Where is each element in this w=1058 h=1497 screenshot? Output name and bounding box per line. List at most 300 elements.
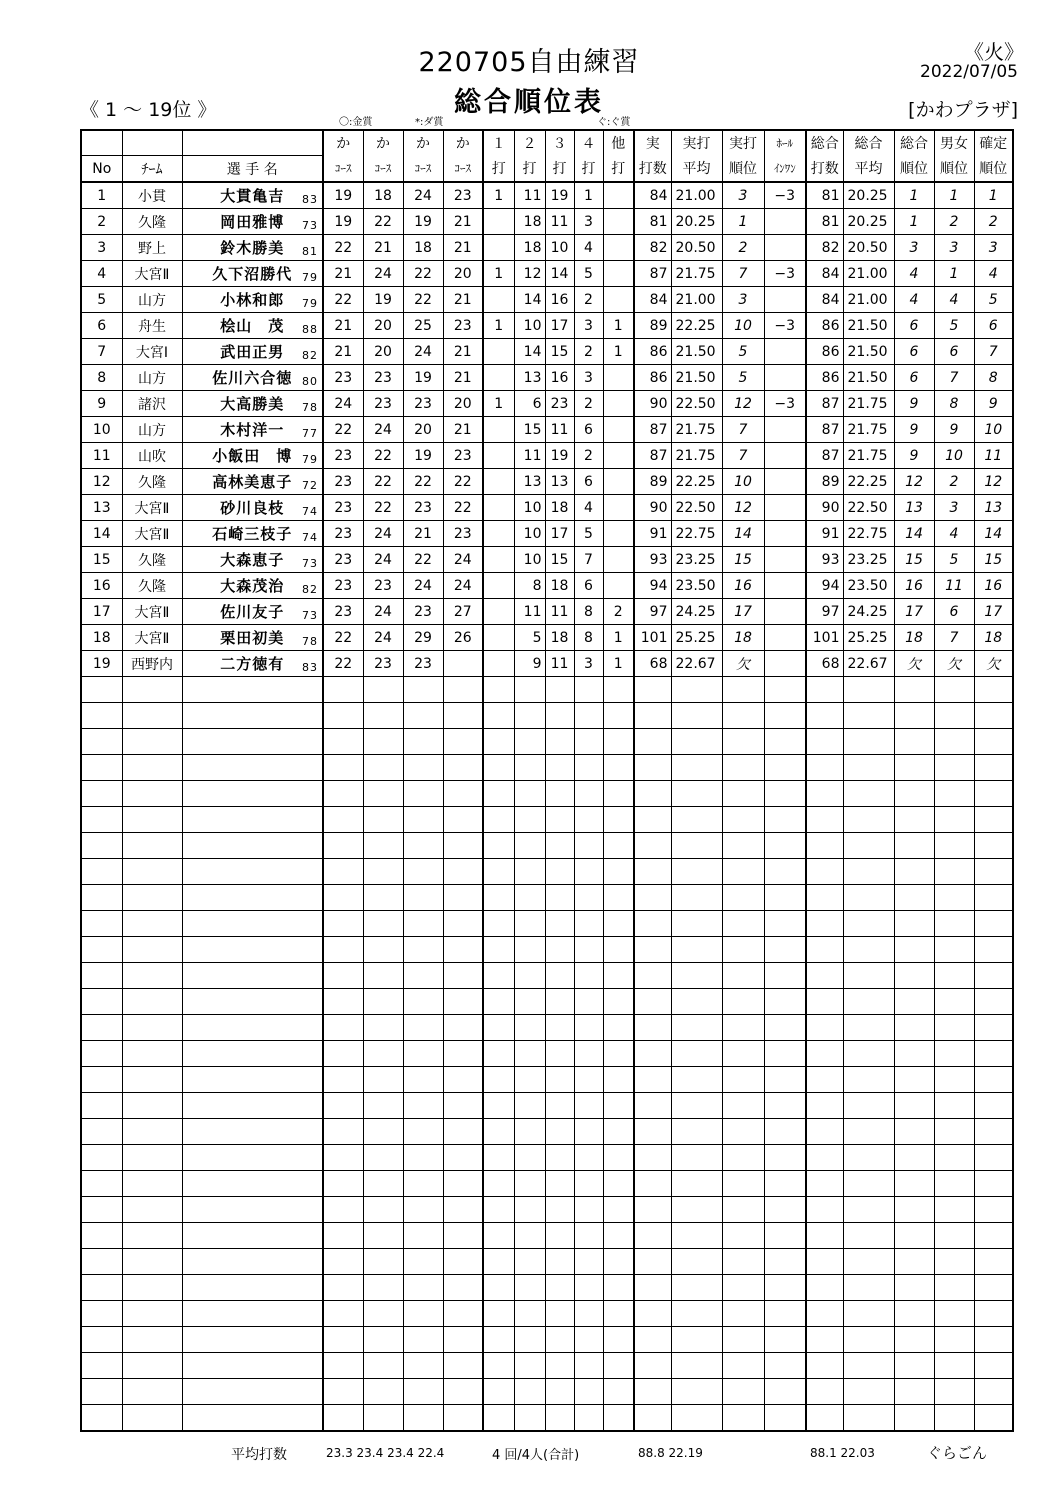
cell-name (182, 1041, 323, 1067)
player-name: 大高勝美 (220, 395, 285, 413)
cell-course-3 (403, 989, 443, 1015)
cell-total-rank (894, 1015, 934, 1041)
cell-course-4 (443, 1353, 483, 1379)
cell-course-3: 22 (403, 287, 443, 313)
cell-gender-rank (934, 1249, 974, 1275)
table-row (81, 1353, 1013, 1379)
cell-course-1 (323, 703, 363, 729)
cell-real-strokes: 87 (634, 417, 671, 443)
player-age: 73 (302, 609, 318, 622)
cell-total-strokes: 86 (806, 313, 843, 339)
cell-course-4 (443, 989, 483, 1015)
cell-hole-other (603, 781, 634, 807)
cell-team (122, 703, 182, 729)
table-row (81, 417, 1013, 443)
cell-total-rank (894, 911, 934, 937)
cell-hole-in-one (764, 625, 806, 651)
cell-total-avg (843, 677, 894, 703)
cell-course-4 (443, 729, 483, 755)
cell-hole-in-one (764, 235, 806, 261)
cell-real-strokes (634, 1301, 671, 1327)
table-row (81, 1301, 1013, 1327)
cell-total-strokes (806, 1145, 843, 1171)
cell-total-rank (894, 1301, 934, 1327)
cell-hole1 (483, 365, 514, 391)
cell-total-avg (843, 1171, 894, 1197)
cell-real-avg: 23.25 (671, 547, 722, 573)
cell-real-strokes (634, 1249, 671, 1275)
cell-hole3 (545, 937, 574, 963)
cell-real-avg (671, 1015, 722, 1041)
cell-total-avg: 22.75 (843, 521, 894, 547)
cell-hole1 (483, 937, 514, 963)
cell-hole1 (483, 1041, 514, 1067)
cell-hole4: 8 (574, 625, 603, 651)
cell-real-strokes (634, 755, 671, 781)
cell-hole-in-one (764, 1223, 806, 1249)
cell-team (122, 677, 182, 703)
cell-course-4: 21 (443, 235, 483, 261)
cell-course-1 (323, 833, 363, 859)
cell-course-2 (363, 1015, 403, 1041)
cell-course-2 (363, 1327, 403, 1353)
cell-hole1 (483, 1067, 514, 1093)
cell-name (182, 1093, 323, 1119)
cell-final-rank (974, 1197, 1013, 1223)
cell-total-strokes (806, 989, 843, 1015)
cell-hole4: 3 (574, 313, 603, 339)
cell-final-rank (974, 911, 1013, 937)
cell-hole2: 9 (514, 651, 545, 677)
cell-hole1 (483, 781, 514, 807)
cell-no (81, 729, 122, 755)
cell-gender-rank (934, 1041, 974, 1067)
cell-course-4: 21 (443, 287, 483, 313)
table-row (81, 209, 1013, 235)
cell-no (81, 1197, 122, 1223)
cell-course-3: 21 (403, 521, 443, 547)
table-row (81, 1067, 1013, 1093)
table-row (81, 365, 1013, 391)
cell-course-4 (443, 1145, 483, 1171)
cell-hole-other (603, 911, 634, 937)
cell-course-3: 23 (403, 391, 443, 417)
table-row (81, 235, 1013, 261)
cell-total-rank: 15 (894, 547, 934, 573)
cell-hole4: 5 (574, 261, 603, 287)
cell-no (81, 859, 122, 885)
table-row (81, 1379, 1013, 1405)
cell-hole-in-one (764, 963, 806, 989)
cell-gender-rank (934, 703, 974, 729)
cell-final-rank: 8 (974, 365, 1013, 391)
footer-average-label: 平均打数 (231, 1447, 287, 1463)
cell-final-rank: 11 (974, 443, 1013, 469)
cell-course-2: 23 (363, 651, 403, 677)
header-total-rank-top: 総合 (894, 130, 934, 156)
cell-total-rank (894, 937, 934, 963)
header-hole4-bottom: 打 (574, 156, 603, 183)
cell-course-1 (323, 807, 363, 833)
player-name: 大森茂治 (220, 577, 285, 595)
cell-total-strokes (806, 1015, 843, 1041)
cell-course-4: 23 (443, 182, 483, 209)
cell-real-strokes (634, 807, 671, 833)
cell-course-3 (403, 885, 443, 911)
cell-hole-other (603, 1327, 634, 1353)
cell-real-avg: 22.67 (671, 651, 722, 677)
table-row (81, 1171, 1013, 1197)
cell-hole2 (514, 989, 545, 1015)
header-total-strokes-bottom: 打数 (806, 156, 843, 183)
cell-name (182, 261, 323, 287)
cell-hole-in-one (764, 443, 806, 469)
cell-total-rank (894, 1223, 934, 1249)
cell-team (122, 755, 182, 781)
cell-course-3 (403, 911, 443, 937)
cell-course-3 (403, 1379, 443, 1405)
cell-team: 大宮Ⅱ (122, 625, 182, 651)
cell-hole-in-one (764, 1327, 806, 1353)
cell-no (81, 833, 122, 859)
cell-real-rank: 欠 (722, 651, 764, 677)
cell-real-strokes (634, 1405, 671, 1432)
cell-hole3: 10 (545, 235, 574, 261)
cell-total-strokes: 86 (806, 339, 843, 365)
cell-hole-in-one (764, 1119, 806, 1145)
cell-hole-other (603, 677, 634, 703)
cell-hole4 (574, 1249, 603, 1275)
cell-total-rank: 18 (894, 625, 934, 651)
cell-gender-rank: 1 (934, 182, 974, 209)
cell-course-1: 21 (323, 261, 363, 287)
cell-real-avg: 20.25 (671, 209, 722, 235)
cell-hole3 (545, 677, 574, 703)
cell-total-rank (894, 1119, 934, 1145)
cell-course-4: 22 (443, 469, 483, 495)
player-name: 佐川六合徳 (212, 369, 293, 387)
cell-course-2: 22 (363, 209, 403, 235)
cell-real-strokes (634, 885, 671, 911)
cell-real-avg: 21.75 (671, 261, 722, 287)
cell-real-avg (671, 1301, 722, 1327)
cell-real-strokes (634, 911, 671, 937)
cell-hole4 (574, 937, 603, 963)
cell-final-rank: 5 (974, 287, 1013, 313)
cell-total-rank: 16 (894, 573, 934, 599)
cell-hole-other (603, 1145, 634, 1171)
cell-hole2 (514, 963, 545, 989)
table-row (81, 963, 1013, 989)
cell-course-1 (323, 1093, 363, 1119)
cell-hole-in-one (764, 885, 806, 911)
cell-hole1 (483, 1197, 514, 1223)
cell-course-1 (323, 1015, 363, 1041)
header-no-top (81, 130, 122, 156)
cell-no: 15 (81, 547, 122, 573)
cell-total-strokes: 87 (806, 443, 843, 469)
cell-course-2 (363, 781, 403, 807)
table-row (81, 989, 1013, 1015)
cell-hole-in-one (764, 1301, 806, 1327)
cell-hole2: 5 (514, 625, 545, 651)
cell-hole4 (574, 1067, 603, 1093)
cell-hole4: 3 (574, 209, 603, 235)
cell-hole2 (514, 885, 545, 911)
cell-hole2 (514, 1301, 545, 1327)
cell-hole-other (603, 469, 634, 495)
cell-real-avg (671, 963, 722, 989)
cell-hole1 (483, 963, 514, 989)
cell-real-avg: 21.00 (671, 182, 722, 209)
cell-real-avg: 21.50 (671, 365, 722, 391)
cell-hole1 (483, 1405, 514, 1432)
cell-total-strokes (806, 937, 843, 963)
cell-course-4: 20 (443, 391, 483, 417)
cell-final-rank (974, 1119, 1013, 1145)
cell-hole4: 2 (574, 443, 603, 469)
cell-hole4 (574, 833, 603, 859)
cell-total-rank: 9 (894, 443, 934, 469)
cell-course-1 (323, 1405, 363, 1432)
cell-hole1: 1 (483, 261, 514, 287)
cell-course-4 (443, 703, 483, 729)
cell-course-4 (443, 1041, 483, 1067)
cell-total-avg: 20.25 (843, 209, 894, 235)
table-row (81, 495, 1013, 521)
cell-real-rank: 12 (722, 391, 764, 417)
cell-course-1 (323, 885, 363, 911)
cell-course-1 (323, 1379, 363, 1405)
cell-course-3 (403, 1353, 443, 1379)
cell-hole3 (545, 1041, 574, 1067)
cell-hole3 (545, 1275, 574, 1301)
legend-da-prize: *:ダ賞 (415, 117, 444, 128)
cell-course-3: 19 (403, 209, 443, 235)
cell-hole-in-one (764, 599, 806, 625)
cell-hole2 (514, 1379, 545, 1405)
cell-total-rank: 欠 (894, 651, 934, 677)
cell-total-rank (894, 677, 934, 703)
player-name: 岡田雅博 (220, 213, 285, 231)
cell-real-avg: 22.50 (671, 495, 722, 521)
cell-total-rank: 1 (894, 182, 934, 209)
cell-hole-other (603, 989, 634, 1015)
header-hole-in-one-bottom: ｲﾝﾜﾝ (764, 156, 806, 183)
cell-real-rank (722, 677, 764, 703)
cell-course-4 (443, 1119, 483, 1145)
cell-final-rank: 15 (974, 547, 1013, 573)
cell-real-strokes: 84 (634, 182, 671, 209)
cell-hole-other (603, 1379, 634, 1405)
cell-real-rank (722, 1327, 764, 1353)
cell-course-2: 23 (363, 365, 403, 391)
cell-hole-in-one (764, 859, 806, 885)
cell-total-strokes (806, 1093, 843, 1119)
cell-gender-rank: 10 (934, 443, 974, 469)
cell-team (122, 1405, 182, 1432)
cell-course-4: 26 (443, 625, 483, 651)
cell-real-rank: 7 (722, 261, 764, 287)
cell-no (81, 1327, 122, 1353)
cell-hole3: 16 (545, 365, 574, 391)
cell-hole3 (545, 1249, 574, 1275)
cell-hole3: 15 (545, 339, 574, 365)
cell-course-3 (403, 963, 443, 989)
player-age: 72 (302, 479, 318, 492)
cell-real-avg (671, 1405, 722, 1432)
cell-course-4: 21 (443, 339, 483, 365)
cell-hole-other (603, 1067, 634, 1093)
cell-team (122, 963, 182, 989)
cell-hole-in-one (764, 677, 806, 703)
cell-real-strokes: 86 (634, 365, 671, 391)
cell-course-1: 22 (323, 651, 363, 677)
cell-course-1: 23 (323, 365, 363, 391)
cell-total-avg: 23.25 (843, 547, 894, 573)
header-name-top (182, 130, 323, 156)
rank-range: 《 1 ～ 19位 》 (80, 99, 217, 121)
player-name: 桧山 茂 (220, 317, 285, 335)
cell-course-4 (443, 1301, 483, 1327)
cell-hole-in-one: −3 (764, 261, 806, 287)
player-age: 79 (302, 271, 318, 284)
cell-course-1: 19 (323, 209, 363, 235)
player-age: 78 (302, 401, 318, 414)
cell-course-2 (363, 1353, 403, 1379)
cell-team: 西野内 (122, 651, 182, 677)
cell-team: 小貫 (122, 182, 182, 209)
cell-hole-other (603, 1171, 634, 1197)
table-row (81, 287, 1013, 313)
cell-final-rank: 3 (974, 235, 1013, 261)
cell-hole1 (483, 1301, 514, 1327)
player-age: 78 (302, 635, 318, 648)
table-row (81, 859, 1013, 885)
cell-course-3: 22 (403, 469, 443, 495)
player-name: 木村洋一 (220, 421, 285, 439)
cell-name (182, 1145, 323, 1171)
cell-course-1 (323, 1249, 363, 1275)
cell-hole-other (603, 703, 634, 729)
cell-no (81, 1379, 122, 1405)
cell-final-rank (974, 1171, 1013, 1197)
cell-name (182, 963, 323, 989)
cell-team: 山方 (122, 287, 182, 313)
cell-final-rank: 14 (974, 521, 1013, 547)
cell-no (81, 755, 122, 781)
cell-hole-in-one (764, 1197, 806, 1223)
cell-real-rank (722, 859, 764, 885)
cell-no (81, 937, 122, 963)
cell-course-2 (363, 1067, 403, 1093)
cell-real-avg (671, 781, 722, 807)
cell-name (182, 521, 323, 547)
cell-course-4 (443, 1015, 483, 1041)
cell-team (122, 1275, 182, 1301)
player-age: 81 (302, 245, 318, 258)
cell-no (81, 781, 122, 807)
player-age: 80 (302, 375, 318, 388)
cell-course-3 (403, 1145, 443, 1171)
table-row (81, 1197, 1013, 1223)
cell-name (182, 573, 323, 599)
cell-course-3 (403, 1067, 443, 1093)
cell-course-4 (443, 1171, 483, 1197)
cell-final-rank (974, 859, 1013, 885)
cell-gender-rank (934, 1275, 974, 1301)
cell-name (182, 1249, 323, 1275)
cell-course-3 (403, 937, 443, 963)
cell-course-2 (363, 1145, 403, 1171)
cell-course-3: 24 (403, 182, 443, 209)
header-hole2-top: ２ (514, 130, 545, 156)
cell-real-avg (671, 677, 722, 703)
cell-total-rank: 9 (894, 391, 934, 417)
cell-total-rank (894, 781, 934, 807)
cell-hole2: 14 (514, 339, 545, 365)
cell-real-strokes: 81 (634, 209, 671, 235)
cell-team: 大宮Ⅱ (122, 261, 182, 287)
cell-course-1: 22 (323, 235, 363, 261)
cell-name (182, 989, 323, 1015)
cell-hole3: 17 (545, 313, 574, 339)
cell-final-rank (974, 677, 1013, 703)
cell-real-avg: 22.25 (671, 313, 722, 339)
cell-hole-in-one (764, 755, 806, 781)
cell-course-4: 23 (443, 521, 483, 547)
cell-hole2 (514, 1093, 545, 1119)
cell-no (81, 963, 122, 989)
cell-real-rank (722, 781, 764, 807)
cell-real-avg (671, 1379, 722, 1405)
cell-course-4 (443, 1249, 483, 1275)
cell-hole-other (603, 1405, 634, 1432)
cell-hole-in-one (764, 651, 806, 677)
cell-no (81, 1015, 122, 1041)
cell-total-avg (843, 1275, 894, 1301)
cell-hole2: 18 (514, 235, 545, 261)
cell-hole-in-one: −3 (764, 391, 806, 417)
cell-hole3 (545, 963, 574, 989)
cell-course-2 (363, 807, 403, 833)
venue-label: [かわプラザ] (908, 99, 1018, 121)
cell-total-rank (894, 755, 934, 781)
player-age: 82 (302, 583, 318, 596)
cell-gender-rank: 欠 (934, 651, 974, 677)
cell-real-strokes (634, 1093, 671, 1119)
cell-hole-in-one (764, 339, 806, 365)
header-hole2-bottom: 打 (514, 156, 545, 183)
header-real-rank-top: 実打 (722, 130, 764, 156)
cell-hole-in-one (764, 1041, 806, 1067)
cell-course-3 (403, 1171, 443, 1197)
table-row (81, 911, 1013, 937)
table-row (81, 182, 1013, 209)
cell-name (182, 495, 323, 521)
ranking-table (80, 129, 1014, 1432)
cell-real-avg (671, 755, 722, 781)
cell-hole2 (514, 1223, 545, 1249)
cell-team (122, 1223, 182, 1249)
cell-hole1 (483, 1249, 514, 1275)
cell-real-rank (722, 1405, 764, 1432)
cell-course-3 (403, 1223, 443, 1249)
cell-team: 野上 (122, 235, 182, 261)
cell-final-rank: 16 (974, 573, 1013, 599)
cell-real-strokes: 89 (634, 313, 671, 339)
cell-hole-in-one (764, 1405, 806, 1432)
